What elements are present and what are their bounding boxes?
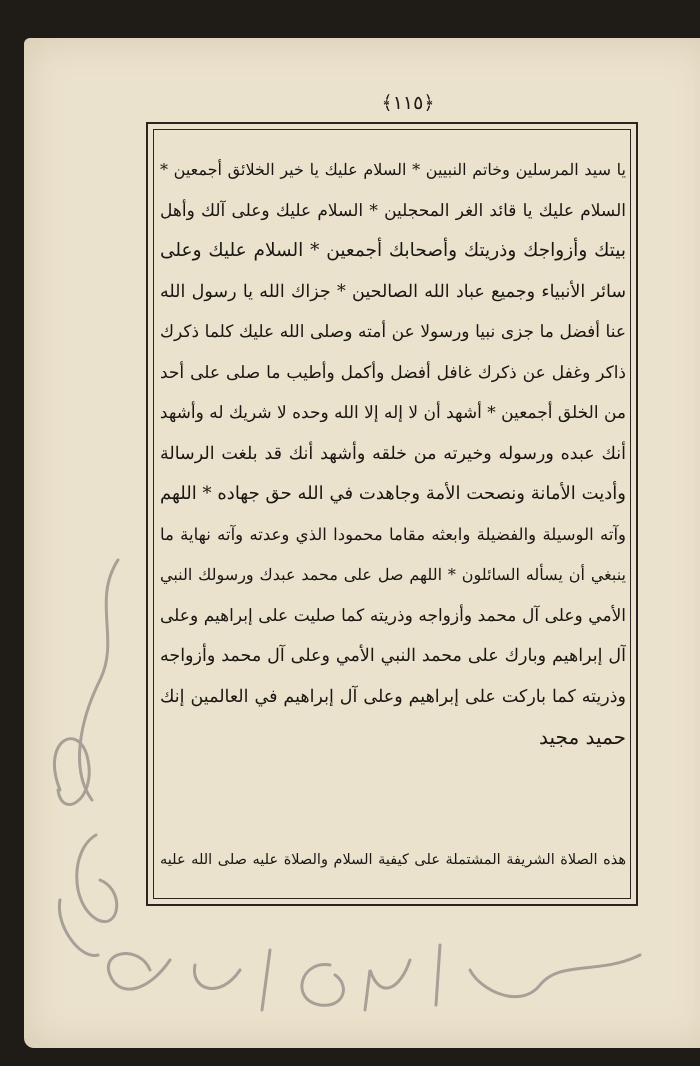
text-line-final: حميد مجيد <box>539 725 626 749</box>
text-line: يا سيد المرسلين وخاتم النبيين * السلام عليك يا خير الخلائق أجمعين * <box>160 160 626 179</box>
main-text <box>160 150 626 758</box>
text-line: وآته الوسيلة والفضيلة وابعثه مقاما محمودا الذي وعدته وآته نهاية ما <box>160 524 626 544</box>
text-line: وذريته كما باركت على إبراهيم وعلى آل إبراهيم في العالمين إنك <box>160 686 626 707</box>
text-line: الأمي وعلى آل محمد وأزواجه وذريته كما صليت على إبراهيم وعلى <box>160 605 626 626</box>
text-line: ذاكر وغفل عن ذكرك غافل أفضل وأكمل وأطيب ما صلى على أحد <box>160 362 626 383</box>
text-line: آل إبراهيم وبارك على محمد النبي الأمي وعلى آل محمد وأزواجه <box>160 646 626 666</box>
colophon-line: هذه الصلاة الشريفة المشتملة على كيفية السلام والصلاة عليه صلى الله عليه <box>160 852 626 868</box>
text-line: عنا أفضل ما جزى نبيا ورسولا عن أمته وصلى الله عليك كلما ذكرك <box>160 322 626 342</box>
text-line: بيتك وأزواجك وذريتك وأصحابك أجمعين * السلام عليك وعلى <box>160 240 626 261</box>
text-line: أنك عبده ورسوله وخيرته من خلقه وأشهد أنك قد بلغت الرسالة <box>160 443 626 464</box>
page-number: ﴿١١٥﴾ <box>381 92 435 114</box>
text-line: السلام عليك يا قائد الغر المحجلين * السلام عليك وعلى آلك وأهل <box>160 200 626 221</box>
text-line: سائر الأنبياء وجميع عباد الله الصالحين * جزاك الله يا رسول الله <box>160 281 626 302</box>
text-line: من الخلق أجمعين * أشهد أن لا إله إلا الله وحده لا شريك له وأشهد <box>160 403 626 423</box>
text-line: وأديت الأمانة ونصحت الأمة وجاهدت في الله حق جهاده * اللهم <box>160 483 626 504</box>
text-line: ينبغي أن يسأله السائلون * اللهم صل على محمد عبدك ورسولك النبي <box>160 565 626 584</box>
